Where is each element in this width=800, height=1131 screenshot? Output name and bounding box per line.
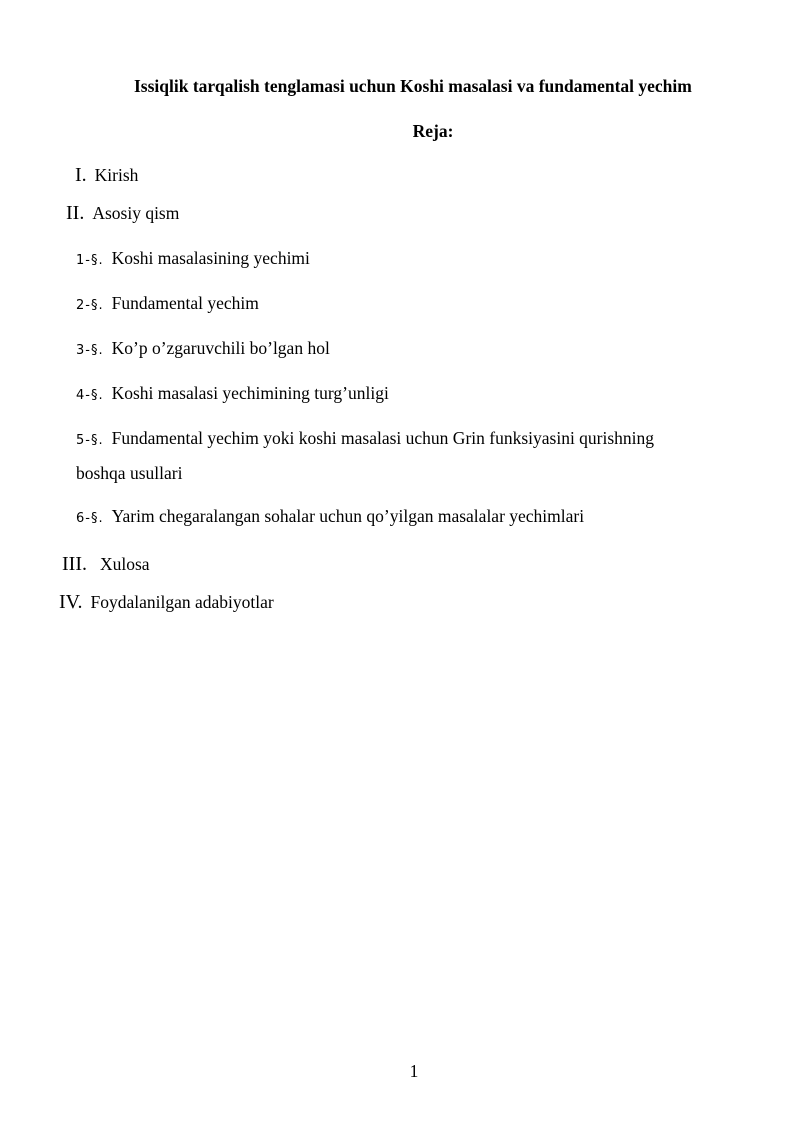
part-label: Asosiy qism	[92, 203, 180, 223]
part-numeral: III.	[62, 553, 87, 575]
section-marker: 6-§.	[76, 511, 104, 526]
section-item-5	[76, 428, 654, 449]
part-label: Foydalanilgan adabiyotlar	[90, 592, 274, 612]
section-item-1	[76, 248, 310, 269]
part-item-xulosa	[62, 553, 150, 576]
section-item-3	[76, 338, 330, 359]
section-marker: 2-§.	[76, 298, 104, 313]
section-label: Fundamental yechim yoki koshi masalasi uchun Grin funksiyasini qurishning	[111, 428, 655, 448]
section-label: Fundamental yechim	[111, 293, 259, 313]
section-label: Ko’p o’zgaruvchili bo’lgan hol	[111, 338, 330, 358]
section-label: Koshi masalasining yechimi	[111, 248, 310, 268]
document-title: Issiqlik tarqalish tenglamasi uchun Koshi masalasi va fundamental yechim	[134, 76, 692, 96]
part-numeral: I.	[75, 164, 87, 186]
part-label: Kirish	[94, 165, 139, 185]
section-marker: 5-§.	[76, 433, 104, 448]
part-numeral: II.	[66, 202, 85, 224]
part-item-asosiy-qism	[66, 202, 179, 225]
part-label: Xulosa	[99, 554, 150, 574]
part-item-kirish	[75, 164, 138, 187]
part-item-foydalanilgan-adabiyotlar	[59, 591, 274, 614]
section-label-continuation: boshqa usullari	[76, 463, 183, 483]
section-marker: 1-§.	[76, 253, 104, 268]
plan-heading: Reja:	[412, 121, 454, 141]
section-label: Yarim chegaralangan sohalar uchun qo’yilgan masalalar yechimlari	[111, 506, 585, 526]
section-item-6	[76, 506, 584, 527]
section-marker: 4-§.	[76, 388, 104, 403]
section-item-2	[76, 293, 259, 314]
part-numeral: IV.	[59, 591, 83, 613]
section-item-4	[76, 383, 389, 404]
section-label: Koshi masalasi yechimining turg’unligi	[111, 383, 389, 403]
page-number: 1	[409, 1061, 419, 1081]
section-marker: 3-§.	[76, 343, 104, 358]
